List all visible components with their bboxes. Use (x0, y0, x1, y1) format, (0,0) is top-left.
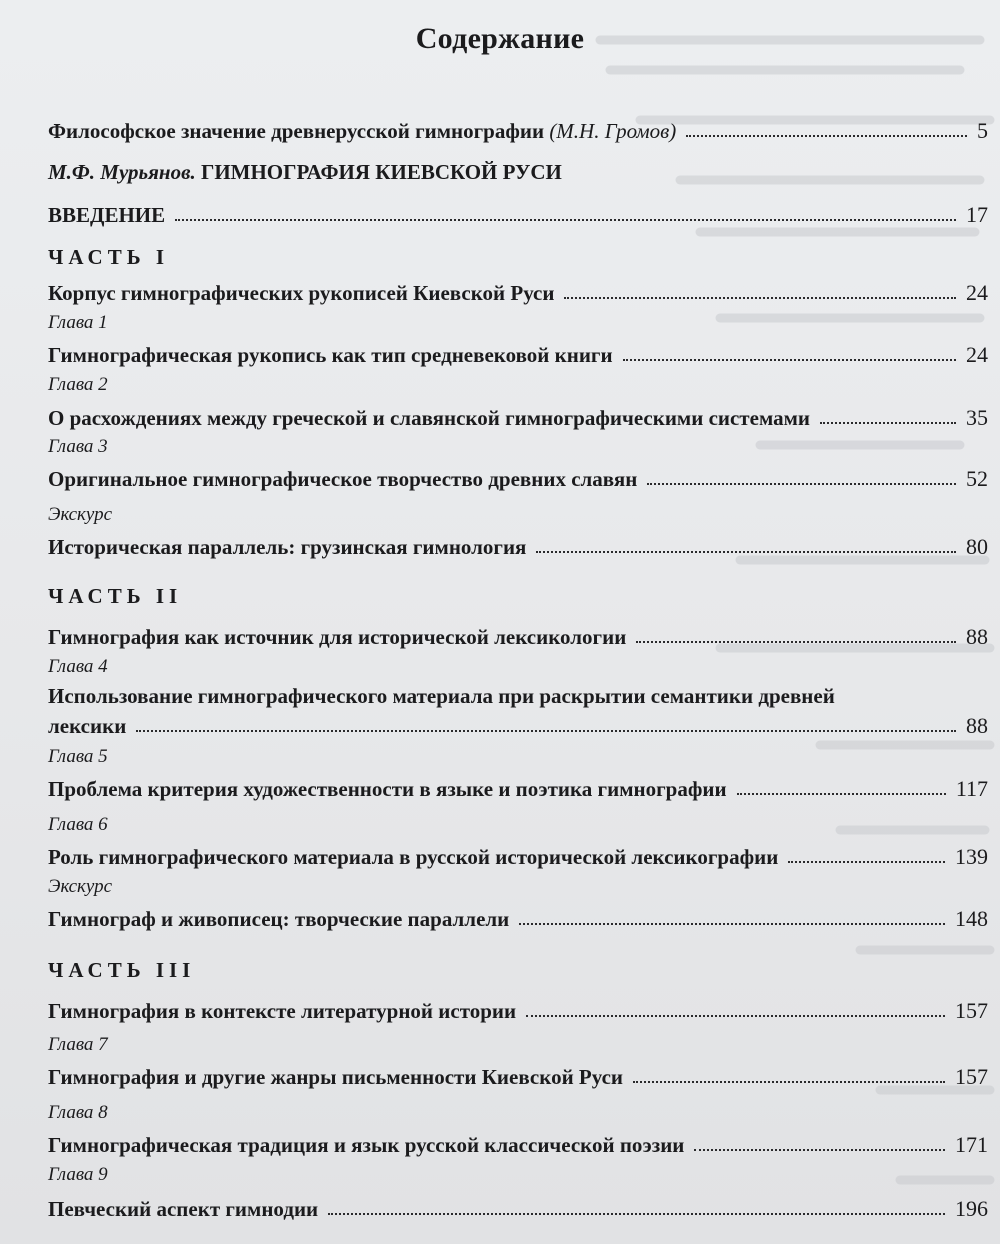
toc-page-number: 157 (955, 1064, 988, 1089)
toc-entry-text: Гимнография как источник для исторической лексикологии (48, 625, 627, 649)
toc-entry-chapter-8 (48, 1132, 988, 1158)
toc-entry-chapter-7 (48, 1064, 988, 1090)
leader-dots (526, 1013, 945, 1017)
leader-dots (633, 1079, 945, 1083)
chapter-8-label: Глава 8 (48, 1102, 108, 1123)
chapter-4-label: Глава 4 (48, 656, 108, 677)
toc-entry-chapter-9 (48, 1196, 988, 1222)
part-2-label: ЧАСТЬ II (48, 584, 183, 608)
toc-entry-text: Философское значение древнерусской гимнографии (М.Н. Громов) (48, 119, 677, 143)
toc-entry-chapter-2 (48, 405, 988, 431)
excursus-1-label: Экскурс (48, 504, 113, 525)
toc-page-number: 80 (966, 534, 988, 559)
excursus-2-label: Экскурс (48, 876, 113, 897)
chapter-3-label: Глава 3 (48, 436, 108, 457)
leader-dots (623, 357, 956, 361)
leader-dots (647, 481, 956, 485)
toc-entry-text: Гимнографическая традиция и язык русской классической поэзии (48, 1133, 685, 1157)
toc-entry-chapter-3 (48, 466, 988, 492)
toc-page-number: 52 (966, 466, 988, 491)
book-heading (48, 160, 562, 185)
leader-dots (694, 1147, 945, 1151)
toc-page-number: 157 (955, 998, 988, 1023)
chapter-6-label: Глава 6 (48, 814, 108, 835)
toc-entry-text: Проблема критерия художественности в языке и поэтика гимнографии (48, 777, 727, 801)
page-title: Содержание (415, 22, 585, 55)
toc-entry-chapter-4 (48, 684, 988, 739)
leader-dots (564, 295, 956, 299)
toc-entry-text: Оригинальное гимнографическое творчество древних славян (48, 467, 638, 491)
toc-entry-text: ВВЕДЕНИЕ (48, 203, 166, 227)
leader-dots (737, 791, 946, 795)
toc-entry-text: Гимнография в контексте литературной истории (48, 999, 517, 1023)
leader-dots (788, 859, 945, 863)
toc-entry-text: Певческий аспект гимнодии (48, 1197, 319, 1221)
toc-page-number: 24 (966, 342, 988, 367)
toc-entry-excursus-2 (48, 906, 988, 932)
leader-dots (328, 1211, 945, 1215)
leader-dots (519, 921, 945, 925)
book-title: ГИМНОГРАФИЯ КИЕВСКОЙ РУСИ (200, 160, 562, 184)
toc-entry-text: Гимнография и другие жанры письменности Киевской Руси (48, 1065, 624, 1089)
toc-entry-preface (48, 118, 988, 144)
toc-entry-text: Гимнографическая рукопись как тип средневековой книги (48, 343, 613, 367)
part-1-label: ЧАСТЬ I (48, 245, 170, 269)
toc-page-number: 196 (955, 1196, 988, 1221)
toc-entry-text-line-2: лексики (48, 714, 127, 738)
toc-page-number: 35 (966, 405, 988, 430)
toc-page-number: 117 (955, 776, 988, 801)
toc-entry-part-1-title (48, 280, 988, 306)
toc-page-number: 88 (966, 624, 988, 649)
leader-dots (686, 133, 967, 137)
toc-page-number: 139 (955, 844, 988, 869)
toc-page-number: 17 (966, 202, 988, 227)
toc-entry-text: Историческая параллель: грузинская гимнология (48, 535, 527, 559)
leader-dots (820, 420, 956, 424)
toc-entry-part-3-title (48, 998, 988, 1024)
toc-entry-excursus-1 (48, 534, 988, 560)
toc-entry-text: Роль гимнографического материала в русской исторической лексикографии (48, 845, 779, 869)
toc-page-number: 148 (955, 906, 988, 931)
chapter-9-label: Глава 9 (48, 1164, 108, 1185)
toc-entry-author: (М.Н. Громов) (549, 119, 677, 143)
leader-dots (175, 217, 956, 221)
chapter-1-label: Глава 1 (48, 312, 108, 333)
book-author: М.Ф. Мурьянов. (48, 160, 196, 184)
toc-page-number: 88 (966, 713, 988, 738)
toc-entry-introduction (48, 202, 988, 228)
toc-entry-chapter-5 (48, 776, 988, 802)
chapter-2-label: Глава 2 (48, 374, 108, 395)
toc-entry-part-2-title (48, 624, 988, 650)
toc-entry-text-line-1: Использование гимнографического материала при раскрытии семантики древней (48, 684, 835, 708)
toc-page-number: 5 (977, 118, 988, 143)
chapter-5-label: Глава 5 (48, 746, 108, 767)
leader-dots (136, 728, 956, 732)
toc-page-number: 24 (966, 280, 988, 305)
leader-dots (636, 639, 956, 643)
part-3-label: ЧАСТЬ III (48, 958, 196, 982)
toc-entry-chapter-6 (48, 844, 988, 870)
toc-entry-text: Корпус гимнографических рукописей Киевской Руси (48, 281, 555, 305)
leader-dots (536, 549, 956, 553)
toc-entry-text: Гимнограф и живописец: творческие параллели (48, 907, 510, 931)
toc-entry-text: О расхождениях между греческой и славянской гимнографическими системами (48, 406, 811, 430)
chapter-7-label: Глава 7 (48, 1034, 108, 1055)
toc-entry-chapter-1 (48, 342, 988, 368)
toc-page-number: 171 (955, 1132, 988, 1157)
